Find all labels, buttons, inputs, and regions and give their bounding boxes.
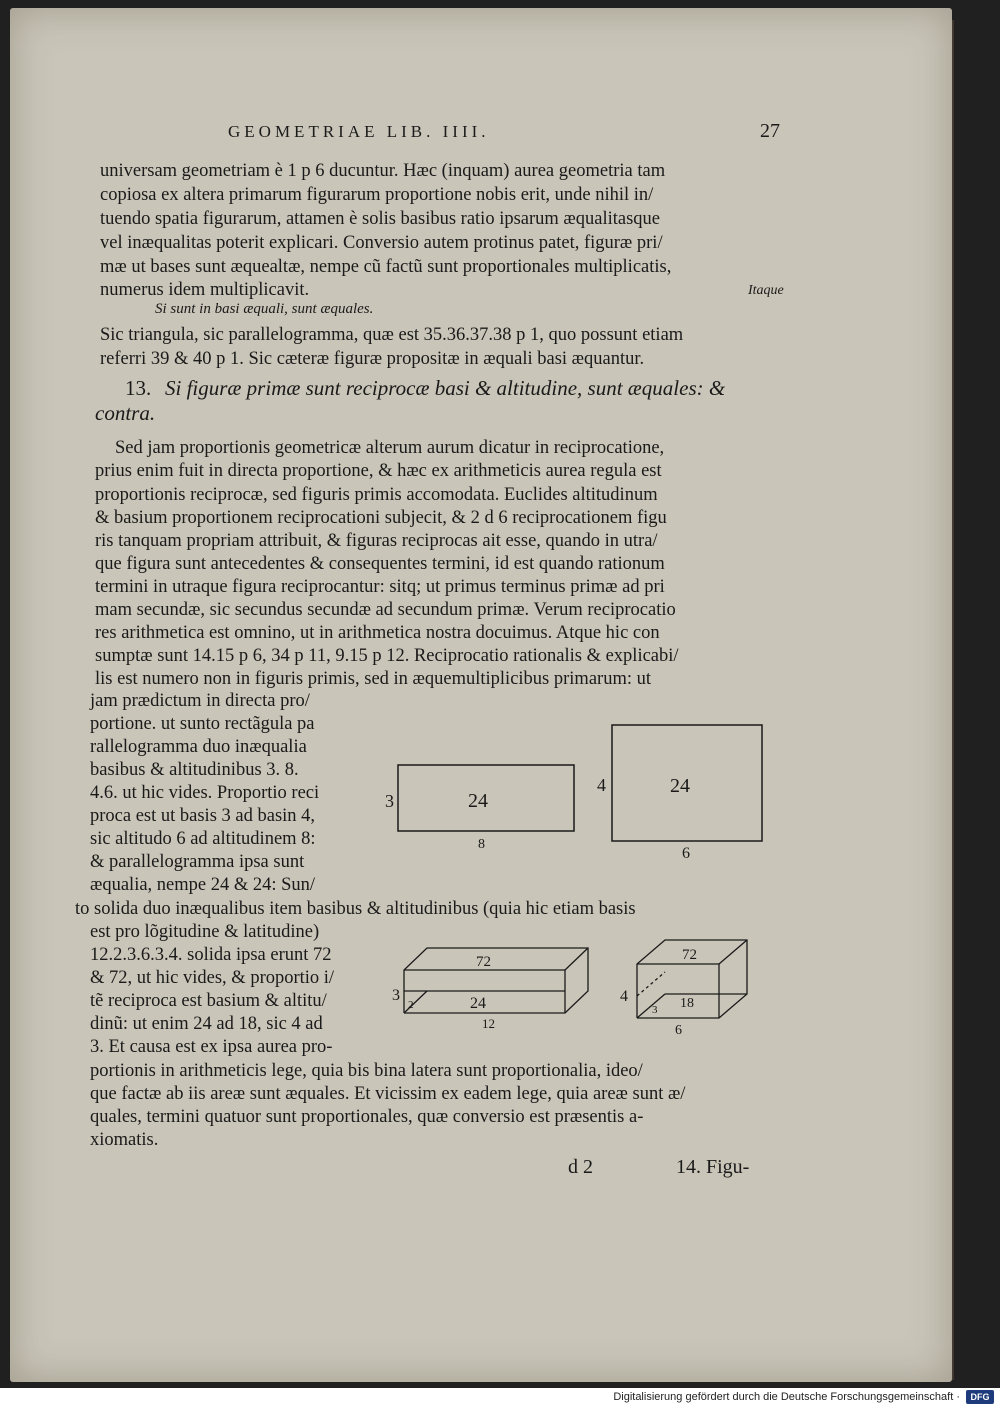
- text-line: portione. ut sunto rectãgula pa: [90, 714, 315, 734]
- solid-2-base-value: 18: [680, 996, 694, 1011]
- text-line: basibus & altitudinibus 3. 8.: [90, 760, 299, 780]
- text-line: to solida duo inæqualibus item basibus & altitudinibus (quia hic etiam basis: [75, 899, 636, 919]
- running-head: GEOMETRIAE LIB. IIII.: [228, 122, 490, 141]
- text-line: termini in utraque figura reciprocantur: sitq; ut primus terminus primæ ad pri: [95, 577, 665, 597]
- rectangle-1-side: 3: [385, 791, 394, 811]
- text-line: & basium proportionem reciprocationi subjecit, & 2 d 6 reciprocationem figu: [95, 508, 667, 528]
- solid-1-bottom: 12: [482, 1016, 495, 1031]
- text-line: proca est ut basis 3 ad basin 4,: [90, 806, 316, 826]
- rectangle-2-area: 24: [670, 775, 690, 797]
- text-line: sic altitudo 6 ad altitudinem 8:: [90, 829, 316, 849]
- text-line: portionis in arithmeticis lege, quia bis bina latera sunt proportionalia, ideo/: [90, 1061, 643, 1081]
- solid-1-top-value: 72: [476, 954, 491, 970]
- solid-2-bottom: 6: [675, 1023, 682, 1035]
- text-line: rallelogramma duo inæqualia: [90, 737, 307, 757]
- solid-1-corner: 2: [408, 999, 414, 1011]
- text-line: jam prædictum in directa pro/: [90, 691, 310, 711]
- text-line: 3. Et causa est ex ipsa aurea pro-: [90, 1037, 333, 1057]
- text-line: 12.2.3.6.3.4. solida ipsa erunt 72: [90, 945, 332, 965]
- axiom-title: Si figuræ primæ sunt reciprocæ basi & altitudine, sunt æquales: &: [165, 376, 726, 400]
- text-line: numerus idem multiplicavit.: [100, 280, 310, 300]
- text-line: æqualia, nempe 24 & 24: Sun/: [90, 875, 316, 895]
- text-line: est pro lõgitudine & latitudine): [90, 922, 320, 942]
- axiom-title-continued: contra.: [95, 401, 156, 425]
- catchword: 14. Figu-: [676, 1156, 750, 1178]
- solid-1-base-value: 24: [470, 995, 486, 1012]
- solid-2-side: 4: [620, 988, 628, 1005]
- solid-1-side: 3: [392, 987, 400, 1004]
- text-line: & 72, ut hic vides, & proportio i/: [90, 968, 335, 988]
- text-line: ris tanquam propriam attribuit, & figuras reciprocas ait esse, quando in utra/: [95, 531, 658, 551]
- text-line: lis est numero non in figuris primis, sed in æquemultiplicibus primarum: ut: [95, 669, 651, 689]
- text-line: & parallelogramma ipsa sunt: [90, 852, 305, 872]
- text-line: dinũ: ut enim 24 ad 18, sic 4 ad: [90, 1014, 323, 1034]
- text-line: quales, termini quatuor sunt proportionales, quæ conversio est præsentis a-: [90, 1107, 644, 1127]
- text-line: que figura sunt antecedentes & consequentes termini, id est quando rationum: [95, 554, 665, 574]
- rectangle-diagram: [380, 715, 790, 865]
- text-line: referri 39 & 40 p 1. Sic cæteræ figuræ propositæ in æquali basi æquantur.: [100, 349, 645, 369]
- rectangle-1-bottom: 8: [478, 837, 485, 852]
- text-line: Sed jam proportionis geometricæ alterum aurum dicatur in reciprocatione,: [115, 438, 665, 458]
- text-line: que factæ ab iis areæ sunt æquales. Et vicissim ex eadem lege, quia areæ sunt æ/: [90, 1084, 686, 1104]
- footer-bar: [0, 1388, 1000, 1408]
- side-note: Si sunt in basi æquali, sunt æquales.: [155, 301, 374, 317]
- text-line: mam secundæ, sic secundus secundæ ad secundum primæ. Verum reciprocatio: [95, 600, 676, 620]
- text-line: universam geometriam è 1 p 6 ducuntur. Hæc (inquam) aurea geometria tam: [100, 161, 666, 181]
- rectangle-1-area: 24: [468, 790, 488, 812]
- text-line: 4.6. ut hic vides. Proportio reci: [90, 783, 320, 803]
- rectangle-2-bottom: 6: [682, 845, 690, 862]
- page-number: 27: [760, 120, 780, 142]
- rectangle-2-side: 4: [597, 775, 606, 795]
- text-line: tuendo spatia figurarum, attamen è solis basibus ratio ipsarum æqualitasque: [100, 209, 661, 229]
- axiom-number: 13.: [125, 376, 152, 400]
- text-line: Sic triangula, sic parallelogramma, quæ est 35.36.37.38 p 1, quo possunt etiam: [100, 325, 684, 345]
- text-line: vel inæqualitas poterit explicari. Conversio autem protinus patet, figuræ pri/: [100, 233, 663, 253]
- text-line: tẽ reciproca est basium & altitu/: [90, 991, 327, 1011]
- text-line: copiosa ex altera primarum figurarum proportione nobis erit, unde nihil in/: [100, 185, 654, 205]
- signature-mark: d 2: [568, 1156, 593, 1178]
- solid-1: [404, 948, 588, 1013]
- text-line: sumptæ sunt 14.15 p 6, 34 p 11, 9.15 p 12. Reciprocatio rationalis & explicabi/: [95, 646, 679, 666]
- text-line: res arithmetica est omnino, ut in arithmetica nostra docuimus. Atque hic con: [95, 623, 660, 643]
- text-line: proportionis reciprocæ, sed figuris primis accomodata. Euclides altitudinum: [95, 485, 658, 505]
- text-line: mæ ut bases sunt æquealtæ, nempe cũ factũ sunt proportionales multiplicatis,: [100, 257, 672, 277]
- solid-2-top-value: 72: [682, 947, 697, 963]
- solid-2-corner: 3: [652, 1004, 658, 1016]
- text-line: prius enim fuit in directa proportione, & hæc ex arithmeticis aurea regula est: [95, 461, 662, 481]
- funding-credit: Digitalisierung gefördert durch die Deutsche Forschungsgemeinschaft ·: [613, 1391, 960, 1403]
- solid-diagram: [390, 930, 780, 1035]
- dfg-logo: DFG: [966, 1390, 994, 1404]
- margin-catchword: Itaque: [748, 283, 784, 298]
- text-line: xiomatis.: [90, 1130, 159, 1150]
